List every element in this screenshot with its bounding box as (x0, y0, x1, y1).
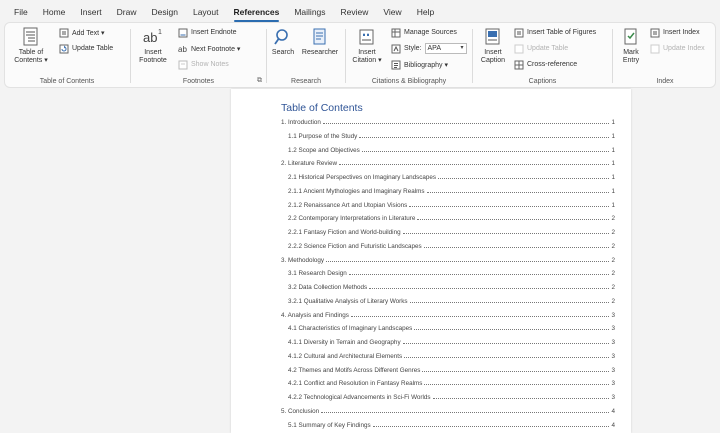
toc-leader-dots (321, 412, 609, 413)
insert-citation-icon (357, 27, 377, 47)
mark-entry-icon (621, 27, 641, 47)
tab-mailings[interactable]: Mailings (294, 7, 326, 17)
toc-entry-page: 2 (611, 256, 615, 264)
show-notes-button[interactable] (178, 59, 229, 70)
toc-entry[interactable] (288, 200, 615, 209)
next-footnote-icon (178, 44, 188, 54)
show-notes-label: Show Notes (191, 61, 229, 68)
toc-leader-dots (414, 329, 609, 330)
toc-entry[interactable] (288, 131, 615, 140)
toc-entry-text: 5. Conclusion (281, 407, 320, 415)
svg-text:1: 1 (158, 29, 162, 36)
toc-entry-page: 2 (611, 215, 615, 223)
insert-caption-button[interactable] (478, 27, 508, 65)
toc-entry-text: 2.1 Historical Perspectives on Imaginary Landscapes (288, 174, 437, 181)
toc-leader-dots (359, 137, 609, 138)
ribbon-separator (266, 29, 267, 83)
update-table-icon (59, 44, 69, 54)
bibliography-icon (391, 60, 401, 70)
toc-entry-page: 3 (611, 394, 615, 401)
endnote-icon (178, 28, 188, 38)
tab-home[interactable]: Home (42, 7, 66, 17)
table-of-contents-button[interactable] (13, 27, 49, 65)
tab-layout[interactable]: Layout (192, 7, 219, 17)
group-label-captions: Captions (528, 78, 557, 85)
update-index-button[interactable] (650, 43, 705, 54)
toc-entry[interactable] (288, 145, 615, 154)
toc-entry-page: 3 (611, 366, 615, 374)
add-text-icon (59, 28, 69, 38)
menu-bar (0, 0, 720, 22)
ribbon-separator (472, 29, 473, 83)
toc-entry-page: 2 (611, 229, 615, 236)
group-label-index: Index (656, 78, 674, 85)
group-label-footnotes: Footnotes (182, 78, 215, 85)
style-label: Style: (404, 45, 422, 52)
toc-entry-page: 4 (611, 421, 615, 429)
next-footnote-label: Next Footnote ▾ (191, 45, 241, 53)
table-of-contents-icon (22, 27, 40, 47)
update-table-figures-button[interactable] (514, 43, 568, 54)
update-table-button[interactable] (59, 43, 113, 54)
toc-leader-dots (422, 371, 609, 372)
group-table-of-contents (5, 23, 129, 89)
search-icon (273, 27, 293, 47)
toc-entry-page: 1 (611, 119, 615, 126)
update-table-label: Update Table (72, 45, 114, 52)
toc-entry-text: 4.2 Themes and Motifs Across Different Genres (288, 366, 421, 374)
tab-review[interactable]: Review (340, 7, 369, 17)
insert-citation-label: Insert Citation ▾ (352, 49, 382, 64)
style-selector[interactable] (391, 43, 467, 54)
toc-leader-dots (424, 384, 609, 385)
toc-entry-page: 1 (611, 201, 615, 209)
toc-entry[interactable] (288, 268, 615, 277)
toc-entry[interactable] (288, 351, 615, 360)
toc-entry-page: 2 (611, 270, 615, 278)
group-index (614, 23, 716, 89)
group-label-table-of-contents: Table of Contents (39, 78, 95, 85)
insert-footnote-label: Insert Footnote (139, 49, 167, 64)
toc-entry-text: 2.2.2 Science Fiction and Futuristic Landscapes (288, 242, 422, 250)
toc-leader-dots (351, 316, 610, 317)
style-dropdown[interactable] (425, 43, 467, 54)
toc-entry-text: 2.1.2 Renaissance Art and Utopian Visions (288, 201, 408, 209)
tab-references[interactable]: References (234, 7, 280, 22)
insert-index-label: Insert Index (663, 29, 700, 36)
toc-entry-page: 3 (611, 380, 615, 388)
show-notes-icon (178, 60, 188, 70)
insert-index-button[interactable] (650, 27, 700, 38)
insert-citation-button[interactable] (349, 27, 385, 65)
toc-leader-dots (323, 123, 610, 124)
update-table-figures-label: Update Table (527, 45, 569, 52)
ribbon-separator (345, 29, 346, 83)
insert-index-icon (650, 28, 660, 38)
toc-entry-text: 4.1.1 Diversity in Terrain and Geography (288, 339, 401, 346)
toc-entry[interactable] (288, 323, 615, 332)
toc-entry[interactable] (288, 365, 615, 374)
insert-caption-icon (483, 27, 503, 47)
group-label-citations: Citations & Bibliography (371, 78, 447, 85)
insert-endnote-label: Insert Endnote (191, 29, 237, 36)
toc-entry-page: 2 (611, 297, 615, 305)
tab-view[interactable]: View (383, 7, 402, 17)
bibliography-button[interactable] (391, 59, 448, 70)
insert-table-of-figures-label: Insert Table of Figures (527, 29, 597, 36)
add-text-button[interactable] (59, 27, 105, 38)
toc-entry[interactable] (288, 392, 615, 401)
chevron-down-icon: ▾ (460, 45, 464, 51)
svg-text:ab: ab (143, 30, 158, 45)
toc-leader-dots (373, 426, 610, 427)
table-of-contents-label: Table of Contents ▾ (14, 49, 48, 64)
toc-entry[interactable] (288, 378, 615, 387)
toc-leader-dots (410, 302, 610, 303)
toc-entry-text: 3.2.1 Qualitative Analysis of Literary Works (288, 297, 408, 305)
tab-design[interactable]: Design (151, 7, 178, 17)
toc-entry-text: 3.2 Data Collection Methods (288, 284, 368, 291)
bibliography-label: Bibliography ▾ (404, 61, 448, 69)
toc-entry-page: 1 (611, 132, 615, 140)
toc-leader-dots (339, 164, 609, 165)
mark-entry-label: Mark Entry (622, 49, 640, 64)
toc-entry-text: 1.2 Scope and Objectives (288, 146, 360, 154)
group-label-research: Research (291, 78, 321, 85)
toc-entry[interactable] (288, 420, 615, 429)
toc-entry-page: 4 (611, 407, 615, 415)
toc-entry[interactable] (281, 117, 615, 126)
toc-entry-page: 3 (611, 325, 615, 333)
tab-help[interactable]: Help (416, 7, 435, 17)
toc-entry-page: 1 (611, 174, 615, 181)
manage-sources-button[interactable] (391, 27, 457, 38)
manage-sources-icon (391, 28, 401, 38)
group-citations-bibliography (347, 23, 471, 89)
style-value: APA (427, 45, 442, 52)
group-research (268, 23, 344, 89)
cross-reference-button[interactable] (514, 59, 577, 70)
mark-entry-button[interactable] (618, 27, 644, 65)
toc-leader-dots (417, 219, 609, 220)
tab-file[interactable]: File (14, 7, 28, 17)
update-table-figures-icon (514, 44, 524, 54)
group-captions (474, 23, 611, 89)
search-label: Search (271, 49, 295, 56)
footnote-icon (142, 27, 164, 47)
add-text-label: Add Text ▾ (72, 29, 105, 37)
document-page[interactable] (231, 89, 631, 433)
toc-entry[interactable] (288, 172, 615, 181)
toc-leader-dots (427, 192, 610, 193)
toc-entry[interactable] (288, 241, 615, 250)
toc-entry-page: 1 (611, 187, 615, 195)
toc-leader-dots (424, 247, 610, 248)
toc-leader-dots (433, 398, 610, 399)
footnotes-dialog-launcher-icon[interactable]: ⧉ (257, 77, 262, 84)
toc-entry[interactable] (288, 337, 615, 346)
toc-entry-text: 3. Methodology (281, 256, 325, 264)
toc-leader-dots (404, 357, 609, 358)
ribbon-separator (130, 29, 131, 83)
next-footnote-button[interactable] (178, 43, 240, 54)
toc-heading: Table of Contents (281, 102, 363, 114)
insert-endnote-button[interactable] (178, 27, 237, 38)
toc-leader-dots (326, 261, 609, 262)
toc-entry[interactable] (288, 282, 615, 291)
cross-reference-label: Cross-reference (527, 61, 578, 68)
toc-entry-page: 2 (611, 242, 615, 250)
toc-entry-page: 2 (611, 284, 615, 291)
toc-entry-text: 2. Literature Review (281, 160, 337, 168)
toc-leader-dots (403, 343, 610, 344)
toc-entry[interactable] (281, 158, 615, 167)
group-footnotes (132, 23, 265, 89)
search-button[interactable] (268, 27, 298, 57)
cross-reference-icon (514, 60, 524, 70)
toc-entry-page: 3 (611, 339, 615, 346)
update-index-label: Update Index (663, 45, 705, 52)
toc-entry[interactable] (288, 227, 615, 236)
toc-entry-text: 2.2.1 Fantasy Fiction and World-building (288, 229, 401, 236)
toc-entry[interactable] (281, 406, 615, 415)
toc-entry[interactable] (288, 296, 615, 305)
toc-entry-text: 2.2 Contemporary Interpretations in Literature (288, 215, 416, 223)
toc-entry-text: 4.1.2 Cultural and Architectural Elements (288, 352, 403, 360)
insert-caption-label: Insert Caption (480, 49, 506, 64)
researcher-label: Researcher (301, 49, 339, 56)
tab-insert[interactable]: Insert (80, 7, 102, 17)
toc-entry[interactable] (288, 186, 615, 195)
toc-leader-dots (403, 233, 610, 234)
toc-entry-page: 1 (611, 146, 615, 154)
toc-entry-page: 3 (611, 352, 615, 360)
toc-leader-dots (438, 178, 609, 179)
toc-entry-text: 5.1 Summary of Key Findings (288, 421, 371, 429)
svg-text:ab: ab (178, 44, 187, 54)
researcher-icon (310, 27, 330, 47)
ribbon (4, 22, 716, 88)
toc-entry[interactable] (288, 213, 615, 222)
table-of-figures-icon (514, 28, 524, 38)
toc-entry[interactable] (281, 310, 615, 319)
toc-entry-text: 3.1 Research Design (288, 270, 347, 278)
toc-leader-dots (362, 151, 610, 152)
ribbon-separator (612, 29, 613, 83)
toc-entry-page: 1 (611, 160, 615, 168)
toc-leader-dots (369, 288, 609, 289)
toc-entry-page: 3 (611, 311, 615, 319)
toc-entry-text: 4.2.1 Conflict and Resolution in Fantasy Realms (288, 380, 423, 388)
toc-entry-text: 4.2.2 Technological Advancements in Sci-Fi Worlds (288, 394, 431, 401)
toc-leader-dots (349, 274, 610, 275)
toc-entry-text: 2.1.1 Ancient Mythologies and Imaginary Realms (288, 187, 425, 195)
toc-leader-dots (409, 206, 609, 207)
insert-table-of-figures-button[interactable] (514, 27, 596, 38)
toc-entry-text: 4.1 Characteristics of Imaginary Landscapes (288, 325, 413, 333)
toc-entry[interactable] (281, 255, 615, 264)
manage-sources-label: Manage Sources (404, 29, 457, 36)
update-index-icon (650, 44, 660, 54)
toc-entry-text: 1. Introduction (281, 119, 321, 126)
insert-footnote-button[interactable] (136, 27, 170, 65)
style-icon (391, 44, 401, 54)
tab-draw[interactable]: Draw (116, 7, 137, 17)
toc-entry-text: 1.1 Purpose of the Study (288, 132, 358, 140)
researcher-button[interactable] (298, 27, 342, 57)
toc-entry-text: 4. Analysis and Findings (281, 311, 349, 319)
